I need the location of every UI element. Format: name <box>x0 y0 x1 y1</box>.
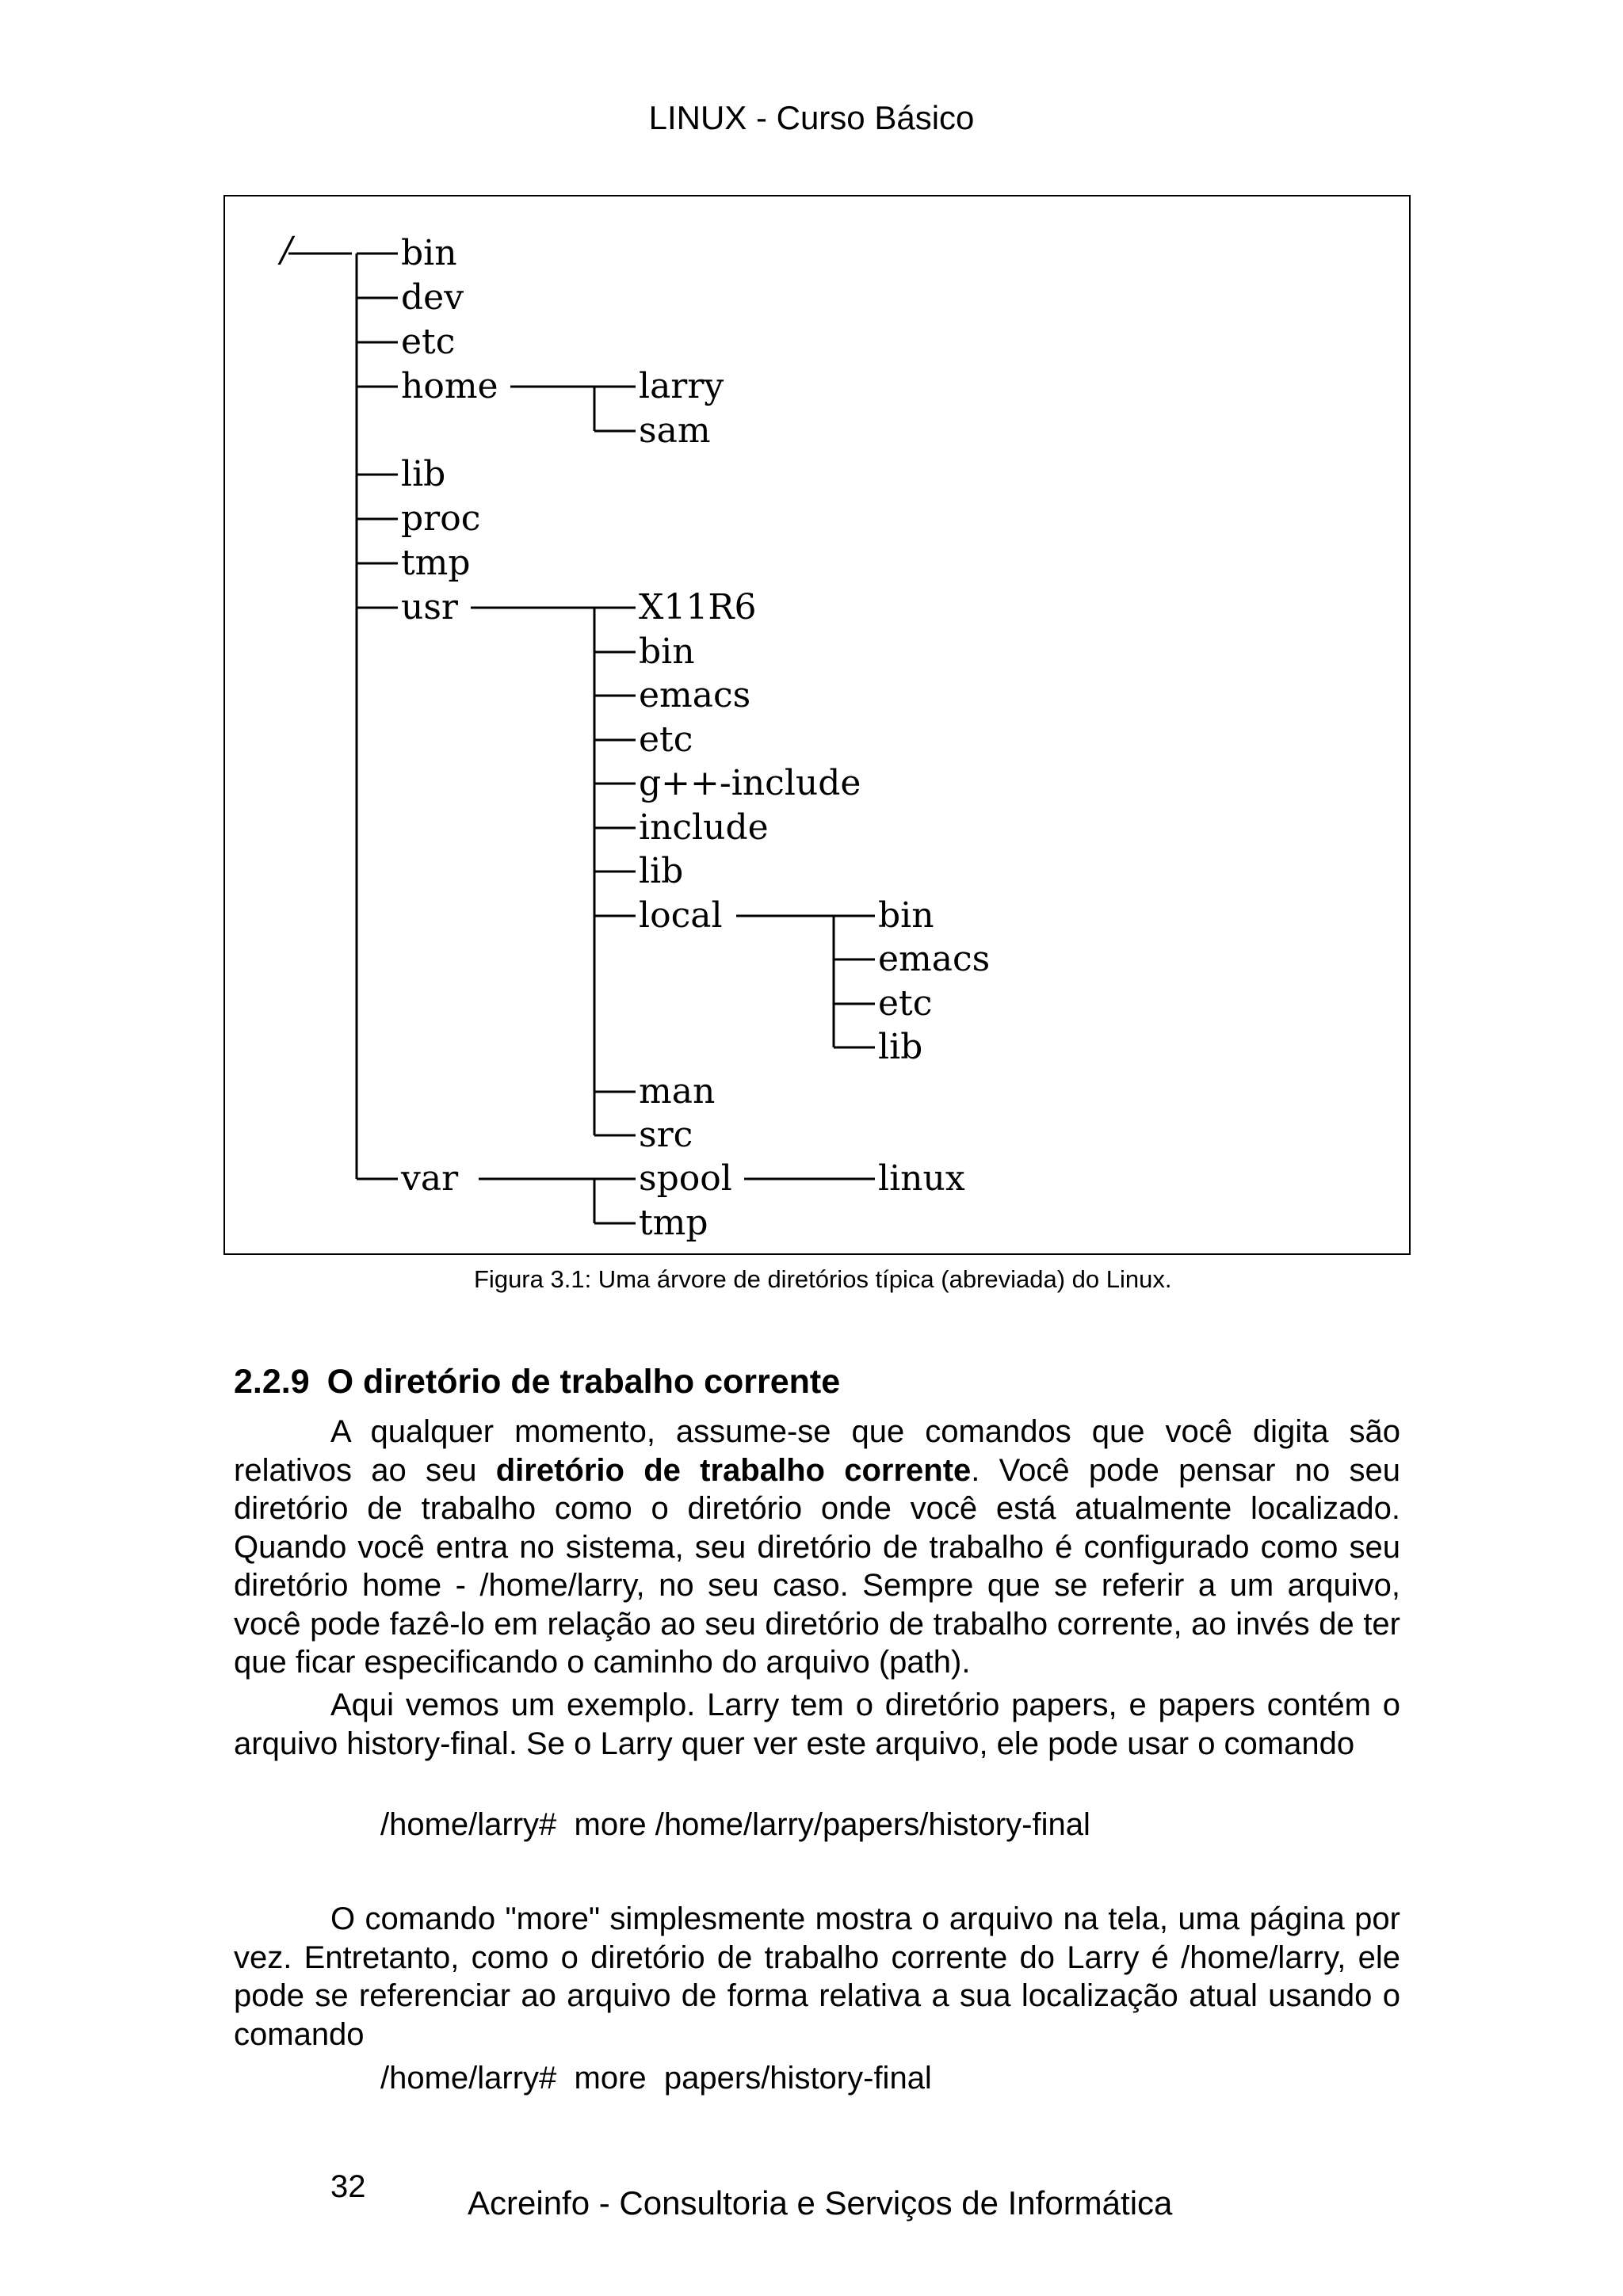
tree-node-dev: dev <box>401 277 464 318</box>
paragraph-example: Aqui vemos um exemplo. Larry tem o diretório papers, e papers contém o arquivo history-final. Se o Larry quer ver este arquivo, ele pode usar o comando <box>234 1688 1400 1761</box>
paragraph-intro: A qualquer momento, assume-se que comandos que você digita são relativos ao seu diretório de trabalho corrente. Você pode pensar no seu diretório de trabalho como o diretório onde você está atualmente localizado. Quando você entra no sistema, seu diretório de trabalho é configurado como seu diretório home - /home/larry, no seu caso. Sempre que se referir a um arquivo, você pode fazê-lo em relação ao seu diretório de trabalho corrente, ao invés de ter que ficar especificando o caminho do arquivo (path). <box>234 1414 1400 1680</box>
tree-node-var: var <box>401 1158 459 1199</box>
tree-node-bin: bin <box>401 233 457 273</box>
tree-node-local-bin: bin <box>878 895 934 936</box>
tree-node-tmp: tmp <box>401 543 471 583</box>
tree-node-man: man <box>639 1071 716 1112</box>
page-number: 32 <box>330 2169 366 2204</box>
paragraph-relative: O comando "more" simplesmente mostra o arquivo na tela, uma página por vez. Entretanto, como o diretório de trabalho corrente do Larry é /home/larry, ele pode se referenciar ao arquivo de forma relativa a sua localização atual usando o comando <box>234 1901 1400 2052</box>
figure-caption: Figura 3.1: Uma árvore de diretórios típica (abreviada) do Linux. <box>474 1265 1172 1293</box>
tree-node-include: include <box>639 807 769 848</box>
tree-node-usr-etc: etc <box>639 719 693 760</box>
tree-node-usr-bin: bin <box>639 631 695 672</box>
tree-connectors <box>288 254 875 1223</box>
section-number: 2.2.9 <box>234 1363 310 1401</box>
section-title: O diretório de trabalho corrente <box>327 1363 841 1401</box>
tree-node-var-tmp: tmp <box>639 1203 708 1243</box>
tree-node-sam: sam <box>639 410 711 451</box>
tree-node-usr: usr <box>401 587 458 627</box>
tree-node-spool: spool <box>639 1158 732 1199</box>
tree-node-usr-lib: lib <box>639 851 684 891</box>
tree-node-home: home <box>401 366 498 406</box>
tree-node-src: src <box>639 1115 693 1155</box>
directory-tree-diagram <box>225 196 1409 1253</box>
footer-company: Acreinfo - Consultoria e Serviços de Informática <box>468 2184 1173 2222</box>
tree-node-gpp-include: g++-include <box>639 763 861 803</box>
tree-node-local: local <box>639 895 723 936</box>
command-line-absolute: /home/larry# more /home/larry/papers/history-final <box>380 1807 1090 1842</box>
page-header: LINUX - Curso Básico <box>648 99 975 136</box>
tree-node-local-emacs: emacs <box>878 939 991 979</box>
tree-node-linux: linux <box>878 1158 965 1199</box>
tree-node-local-etc: etc <box>878 983 933 1024</box>
tree-node-proc: proc <box>401 498 481 539</box>
tree-node-x11r6: X11R6 <box>639 587 757 627</box>
tree-node-larry: larry <box>639 366 724 406</box>
tree-node-usr-emacs: emacs <box>639 675 751 715</box>
section-heading <box>234 1363 840 1402</box>
tree-node-lib: lib <box>401 454 446 494</box>
bold-term: diretório de trabalho corrente <box>495 1452 972 1488</box>
tree-node-local-lib: lib <box>878 1027 923 1067</box>
command-line-relative: /home/larry# more papers/history-final <box>380 2061 932 2096</box>
tree-root: / <box>281 230 292 270</box>
directory-tree-figure <box>223 195 1411 1255</box>
tree-node-etc: etc <box>401 322 456 362</box>
